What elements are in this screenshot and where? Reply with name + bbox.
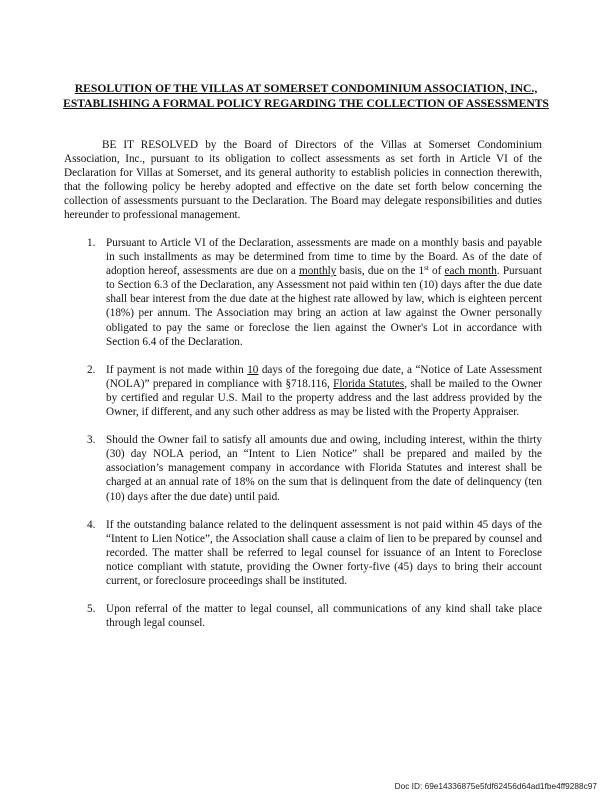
item-number: 5. (87, 603, 96, 616)
underlined-text: 10 (247, 363, 259, 376)
item-number: 3. (87, 434, 96, 447)
superscript: st (424, 264, 429, 273)
list-item (64, 518, 542, 588)
item-text: If payment is not made within 10 days of the foregoing due date, a “Notice of Late Assessment (NOLA)” prepared in compliance with §718.116, Florida Statutes, shall be mailed to the Owner by certified and regular U.S. Mail to the property address and the last address provided by the Owner, if different, and any such other address as may be listed with the Property Appraiser. (106, 363, 543, 419)
item-text: If the outstanding balance related to the delinquent assessment is not paid within 45 days of the “Intent to Lien Notice”, the Association shall cause a claim of lien to be prepared by counsel and recorded. The matter shall be referred to legal counsel for issuance of an Intent to Foreclose notice compliant with statute, providing the Owner forty-five (45) days to bring their account current, or foreclosure proceedings shall be instituted. (106, 518, 542, 587)
doc-id-footer: Doc ID: 69e14336875e5fdf62456d64ad1fbe4ff9288c97 (394, 781, 597, 791)
underlined-text: each month (444, 265, 497, 278)
item-text: Upon referral of the matter to legal counsel, all communications of any kind shall take place through legal counsel. (106, 603, 542, 630)
underlined-text: monthly (299, 265, 337, 278)
list-item (64, 236, 542, 349)
list-item (64, 433, 542, 503)
underlined-text: Florida Statutes (333, 377, 405, 390)
intro-paragraph: BE IT RESOLVED by the Board of Directors of the Villas at Somerset Condominium Association, Inc., pursuant to its obligation to collect assessments as set forth in Article VI of the Declaration for Villas at Somerset, and its general authority to establish policies in connection therewith, that the following policy be hereby adopted and effective on the date set forth below concerning the collection of assessments pursuant to the Declaration. The Board may delegate responsibilities and duties hereunder to professional management. (64, 139, 542, 222)
policy-list (64, 236, 542, 630)
list-item (64, 363, 542, 419)
item-text: Should the Owner fail to satisfy all amounts due and owing, including interest, within the thirty (30) day NOLA period, an “Intent to Lien Notice” shall be prepared and mailed by the association’s management company in accordance with Florida Statutes and interest shall be charged at an annual rate of 18% on the sum that is delinquent from the date of delinquency (ten (10) days after the due date) until paid. (106, 434, 542, 503)
list-item (64, 602, 542, 630)
item-text: Pursuant to Article VI of the Declaration, assessments are made on a monthly basis and payable in such installments as may be determined from time to time by the Board. As of the date of adoption hereof, assessments are due on a monthly basis, due on the 1st of each month. Pursuant to Section 6.3 of the Declaration, any Assessment not paid within ten (10) days after the due date shall bear interest from the due date at the highest rate allowed by law, which is eighteen percent (18%) per annum. The Association may bring an action at law against the Owner personally obligated to pay the same or foreclose the lien against the Owner's Lot in accordance with Section 6.4 of the Declaration. (106, 237, 542, 348)
item-number: 2. (87, 363, 96, 376)
resolution-title: RESOLUTION OF THE VILLAS AT SOMERSET CONDOMINIUM ASSOCIATION, INC., ESTABLISHING A FORMAL POLICY REGARDING THE COLLECTION OF ASSESSMENTS (63, 82, 549, 110)
item-number: 4. (87, 518, 96, 531)
item-number: 1. (87, 237, 96, 249)
